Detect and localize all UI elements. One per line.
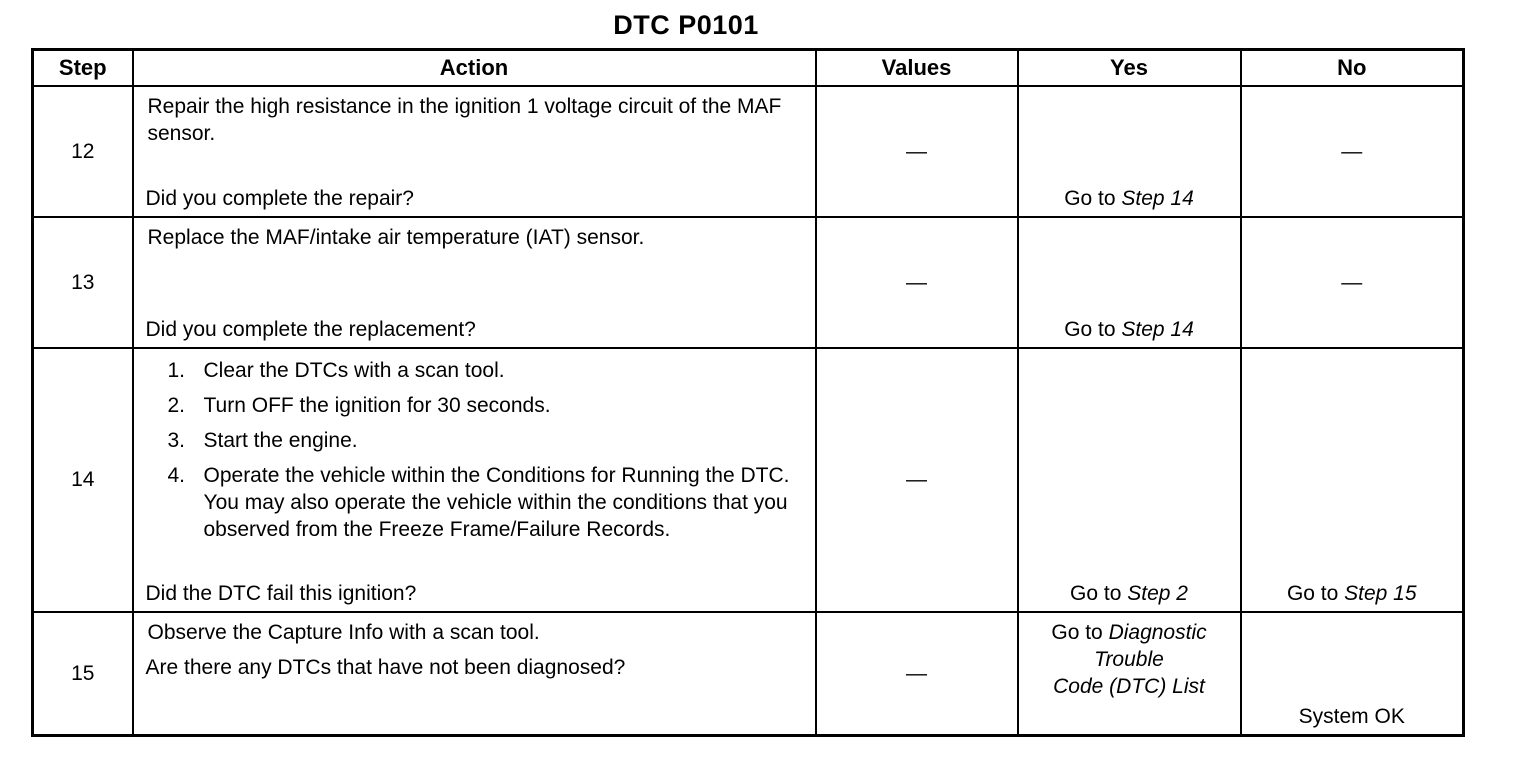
yes-cell [1018,86,1241,217]
list-item: 2. Turn OFF the ignition for 30 seconds. [167,394,551,417]
action-question: Are there any DTCs that have not been diagnosed? [145,656,626,679]
table-row [33,348,1464,612]
values-cell [816,348,1018,612]
step-number: 13 [33,217,133,348]
action-question: Did you complete the replacement? [145,318,476,341]
table-row [33,612,1464,736]
action-text: Observe the Capture Info with a scan tool. [147,621,540,644]
no-cell [1241,86,1464,217]
action-text: Repair the high resistance in the ignition 1 voltage circuit of the MAF sensor. [147,95,782,145]
action-cell [133,612,816,736]
no-cell [1241,217,1464,348]
yes-link[interactable]: Go to Diagnostic Trouble Code (DTC) List [1051,621,1207,698]
values-cell [816,86,1018,217]
yes-cell [1018,612,1241,736]
action-question: Did the DTC fail this ignition? [145,582,417,605]
action-cell [133,217,816,348]
no-cell [1241,348,1464,612]
action-cell [133,86,816,217]
values-cell [816,217,1018,348]
header-step: Step [33,50,133,87]
values-dash: — [906,139,927,163]
yes-link[interactable]: Go to Step 14 [1064,318,1194,341]
table-row [33,86,1464,217]
header-action: Action [133,50,816,87]
action-text: Replace the MAF/intake air temperature (IAT) sensor. [147,226,645,249]
page-title: DTC P0101 [613,10,759,40]
no-result: System OK [1298,705,1405,728]
header-no: No [1241,50,1464,87]
no-link[interactable]: Go to Step 15 [1286,582,1417,605]
yes-cell [1018,348,1241,612]
values-cell [816,612,1018,736]
values-dash: — [906,270,927,294]
yes-link[interactable]: Go to Step 14 [1064,187,1194,210]
action-question: Did you complete the repair? [145,187,414,210]
no-dash: — [1341,139,1363,163]
values-dash: — [906,661,927,685]
step-number: 12 [33,86,133,217]
yes-link[interactable]: Go to Step 2 [1070,582,1188,605]
values-dash: — [906,468,927,491]
step-number: 14 [33,348,133,612]
header-row [33,50,1464,87]
list-item: 3. Start the engine. [167,429,358,452]
header-yes: Yes [1018,50,1241,87]
diagnostic-table [31,48,1465,737]
list-item: 4. Operate the vehicle within the Conditions for Running the DTC. You may also operate the vehicle within the conditions that you observed from the Freeze Frame/Failure Records. [167,464,790,541]
header-values: Values [816,50,1018,87]
action-cell [133,348,816,612]
no-cell [1241,612,1464,736]
yes-cell [1018,217,1241,348]
list-item: 1. Clear the DTCs with a scan tool. [167,359,505,382]
procedure-list [134,349,815,543]
step-number: 15 [33,612,133,736]
no-dash: — [1341,270,1363,294]
table-row [33,217,1464,348]
